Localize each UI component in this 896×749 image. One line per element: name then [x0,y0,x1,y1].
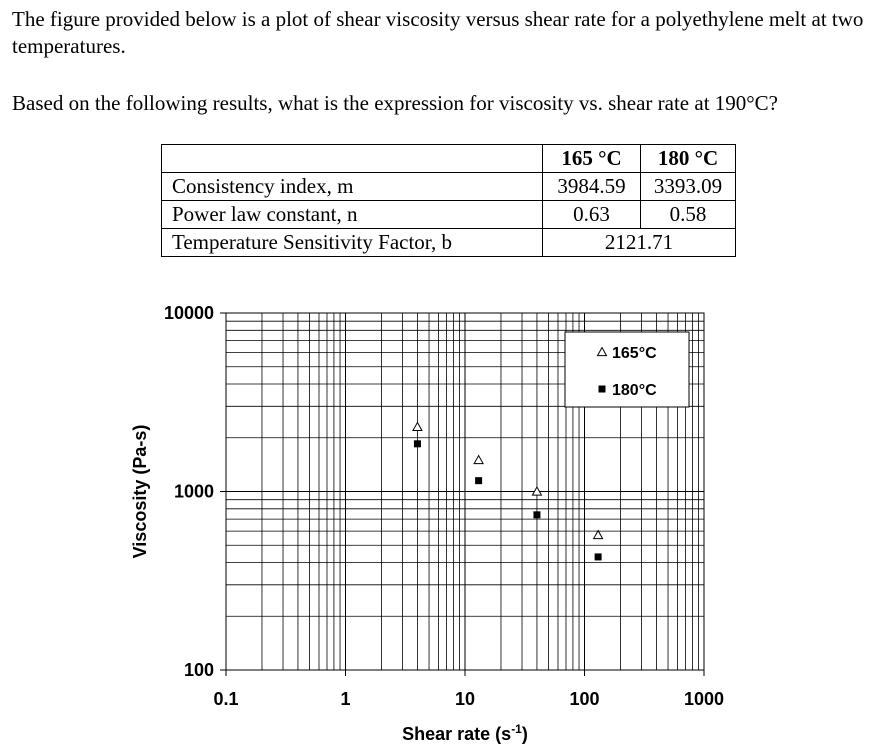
cell-n-165: 0.63 [543,201,641,229]
x-tick-label: 100 [569,689,600,709]
header-165: 165 °C [543,145,641,173]
results-table [161,144,736,257]
data-point [413,422,422,430]
y-axis [164,303,226,680]
table-row [162,229,736,257]
cell-m-180: 3393.09 [641,173,736,201]
table-row [162,201,736,229]
legend-label: 180°C [612,382,657,399]
cell-n-180: 0.58 [641,201,736,229]
cell-m-165: 3984.59 [543,173,641,201]
x-axis [213,670,724,709]
x-axis-label-sup: -1 [511,722,522,736]
legend-marker [599,386,606,393]
cell-b-merged: 2121.71 [543,229,736,257]
chart-legend [565,332,689,407]
data-point [474,456,483,464]
x-tick-label: 1 [340,689,351,709]
question-prompt: Based on the following results, what is the expression for viscosity vs. shear rate at 190°C? [12,91,778,115]
data-point [414,440,421,447]
question-intro: The figure provided below is a plot of shear viscosity versus shear rate for a polyethylene melt at two temperatures. [12,7,864,58]
row-label-temp-sensitivity: Temperature Sensitivity Factor, b [162,229,543,257]
x-tick-label: 1000 [683,689,725,709]
data-point [475,477,482,484]
table-header-blank [162,145,543,173]
viscosity-chart [0,290,896,749]
data-point [594,531,603,539]
data-point [533,511,540,518]
row-label-consistency: Consistency index, m [162,173,543,201]
table-row [162,173,736,201]
table-header-row [162,145,736,173]
row-label-power-law: Power law constant, n [162,201,543,229]
x-tick-label: 0.1 [213,689,239,709]
y-axis-label: Viscosity (Pa-s) [130,424,150,559]
y-tick-label: 1000 [173,481,214,502]
x-axis-label [402,722,528,744]
y-tick-label: 100 [183,660,214,680]
legend-label: 165°C [612,345,657,362]
header-180: 180 °C [641,145,736,173]
y-tick-label: 10000 [163,303,214,323]
x-axis-label-end: ) [521,724,528,744]
data-point [595,553,602,560]
x-axis-label-main: Shear rate (s [402,724,512,744]
x-tick-label: 10 [454,689,476,709]
